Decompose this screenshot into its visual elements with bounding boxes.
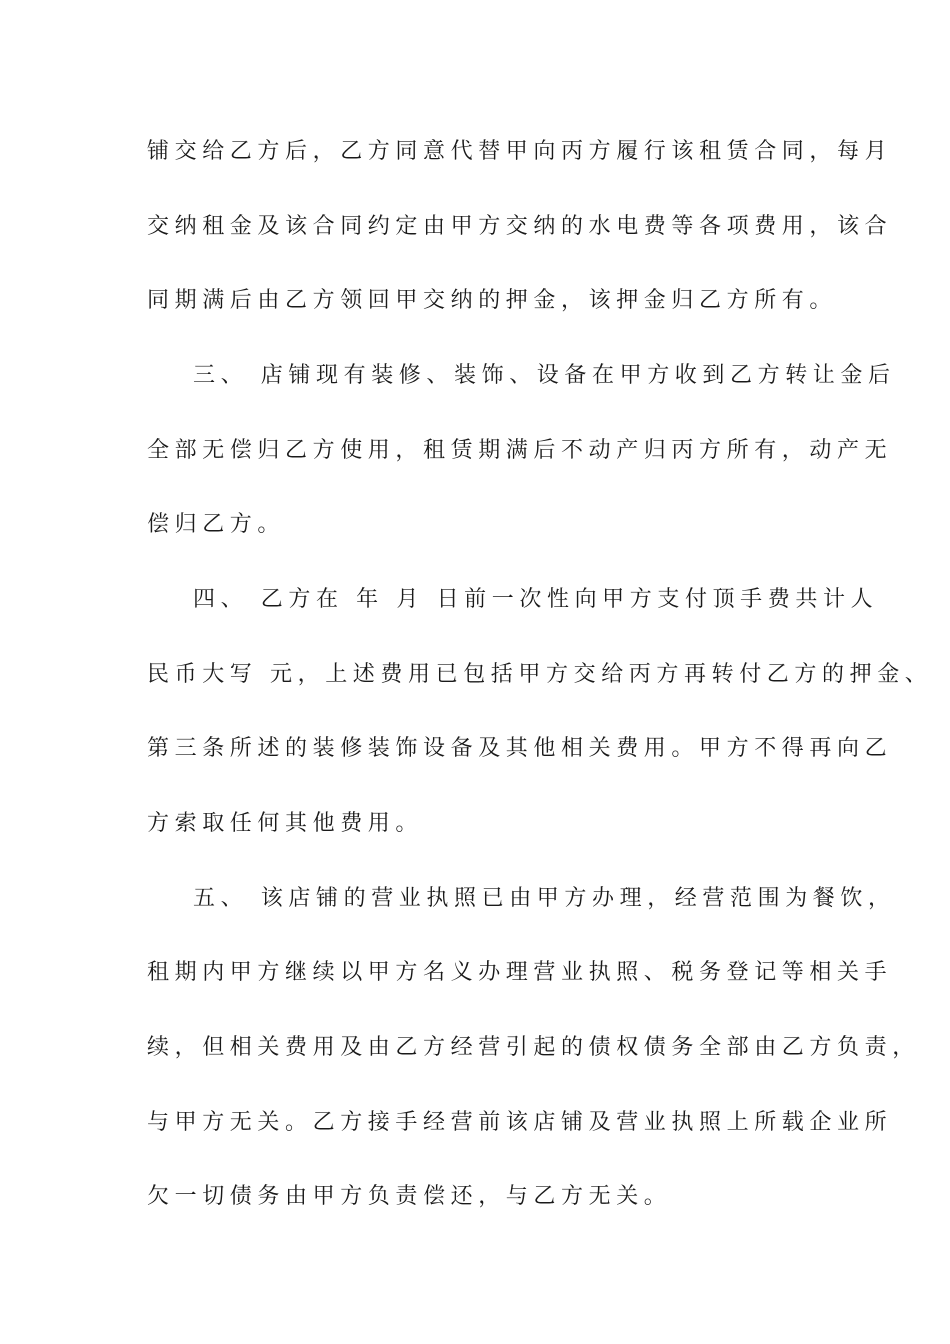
clause-four-heading-line: 四、 乙方在 年 月 日前一次性向甲方支付顶手费共计人 xyxy=(193,587,879,612)
text-line: 租期内甲方继续以甲方名义办理营业执照、税务登记等相关手 xyxy=(147,960,893,985)
text-line: 与甲方无关。乙方接手经营前该店铺及营业执照上所载企业所 xyxy=(147,1110,893,1135)
text-line: 续，但相关费用及由乙方经营引起的债权债务全部由乙方负责， xyxy=(147,1035,920,1060)
text-line: 方索取任何其他费用。 xyxy=(147,811,424,836)
text-line: 全部无偿归乙方使用，租赁期满后不动产归丙方所有，动产无 xyxy=(147,438,893,463)
text-line: 交纳租金及该合同约定由甲方交纳的水电费等各项费用，该合 xyxy=(147,214,893,239)
text-line: 民币大写 元，上述费用已包括甲方交给丙方再转付乙方的押金、 xyxy=(147,662,933,687)
text-line: 欠一切债务由甲方负责偿还，与乙方无关。 xyxy=(147,1184,672,1209)
clause-five-heading-line: 五、 该店铺的营业执照已由甲方办理，经营范围为餐饮， xyxy=(193,886,896,911)
text-line: 偿归乙方。 xyxy=(147,512,286,537)
text-line: 同期满后由乙方领回甲交纳的押金，该押金归乙方所有。 xyxy=(147,288,838,313)
text-line: 铺交给乙方后，乙方同意代替甲向丙方履行该租赁合同，每月 xyxy=(147,139,893,164)
text-line: 第三条所述的装修装饰设备及其他相关费用。甲方不得再向乙 xyxy=(147,736,893,761)
clause-three-heading-line: 三、 店铺现有装修、装饰、设备在甲方收到乙方转让金后 xyxy=(193,363,896,388)
